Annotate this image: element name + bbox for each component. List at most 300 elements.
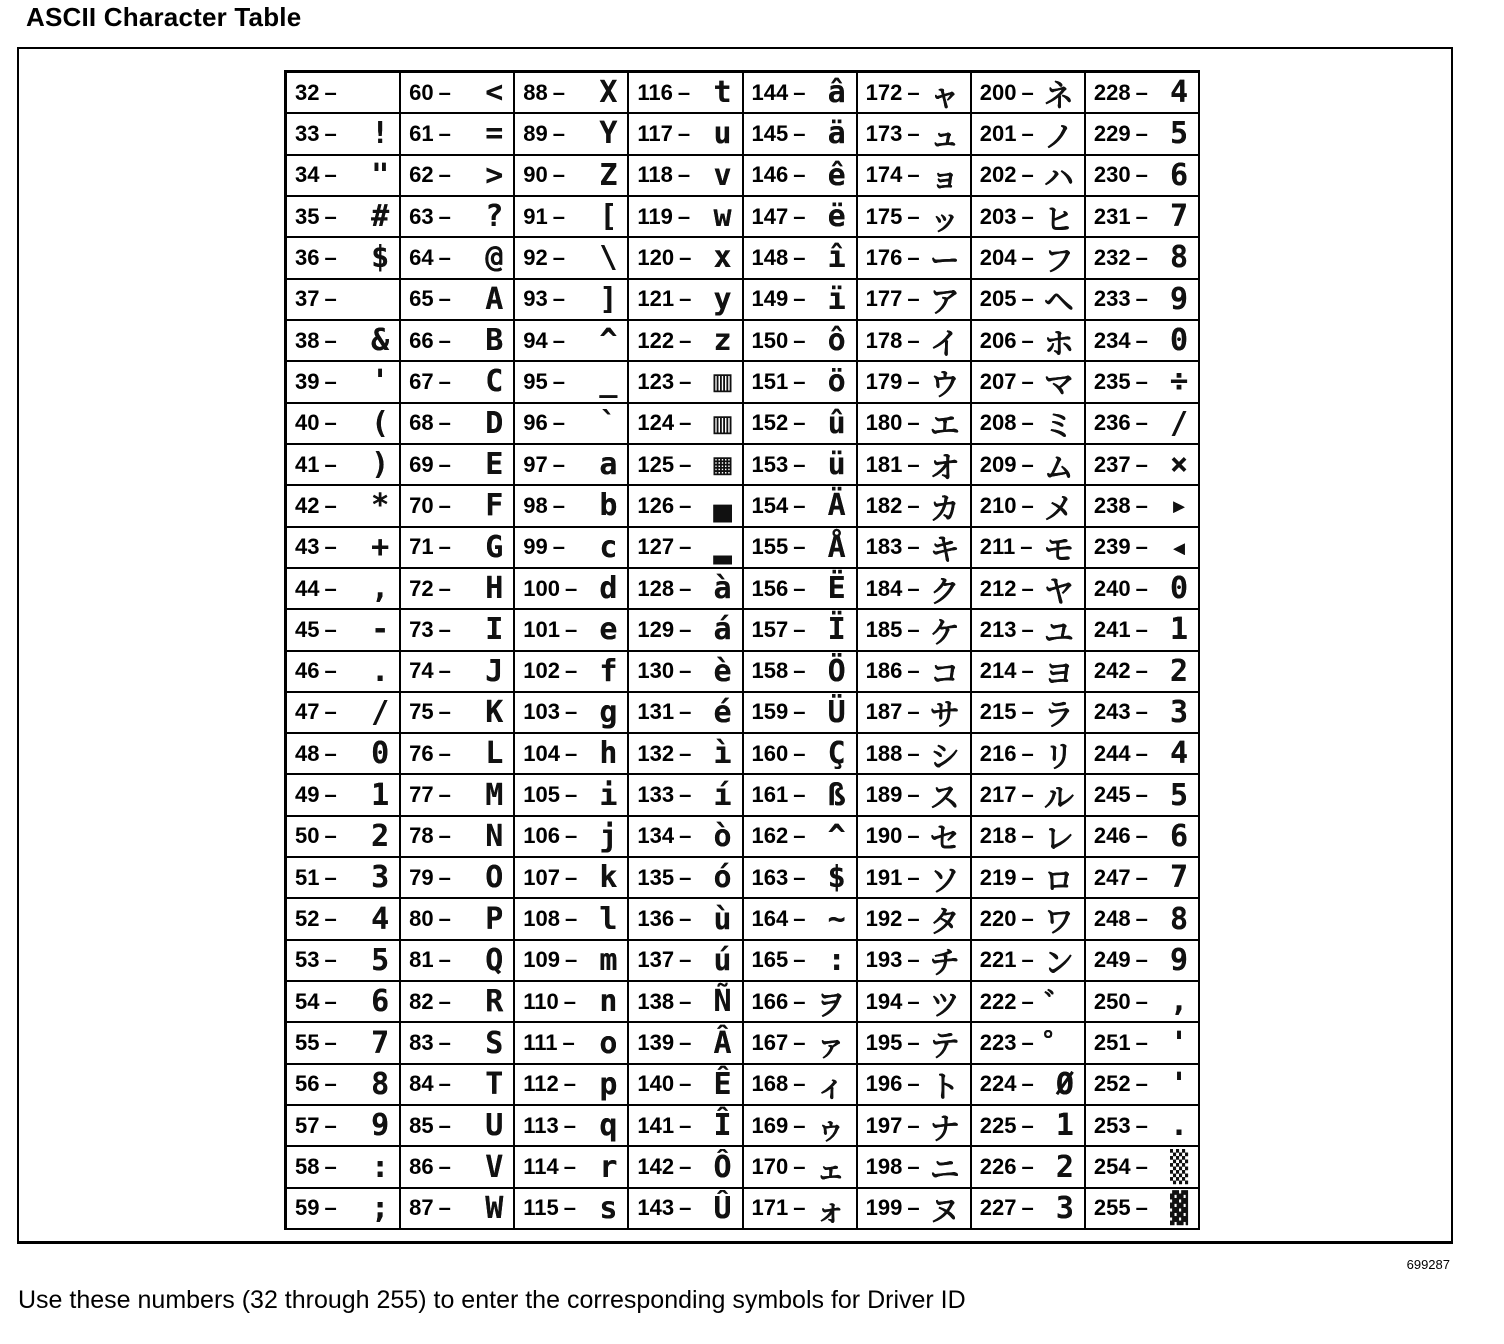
character-glyph: V (485, 1149, 504, 1185)
character-code: 67 (409, 368, 434, 394)
character-glyph: カ (929, 491, 960, 527)
separator-dash: – (907, 244, 920, 270)
separator-dash: – (793, 699, 806, 725)
character-code: 93 (523, 286, 548, 312)
character-code: 185 (865, 616, 903, 642)
character-glyph: g (599, 694, 618, 730)
character-glyph: ッ (929, 202, 960, 238)
character-code: 168 (751, 1071, 789, 1097)
separator-dash: – (679, 906, 692, 932)
character-glyph: ア (929, 285, 960, 321)
table-cell (515, 73, 629, 114)
table-cell (287, 1065, 401, 1106)
separator-dash: – (907, 368, 920, 394)
table-cell (858, 197, 972, 238)
character-code: 220 (979, 906, 1017, 932)
separator-dash: – (679, 658, 692, 684)
character-glyph: Ê (713, 1066, 732, 1102)
character-glyph: ァ (815, 1029, 846, 1065)
character-glyph: 7 (371, 1025, 390, 1061)
character-glyph: ー (929, 243, 960, 279)
character-code: 92 (523, 244, 548, 270)
separator-dash: – (1021, 1030, 1034, 1056)
character-glyph: 7 (1169, 860, 1188, 896)
character-glyph: & (371, 323, 390, 359)
separator-dash: – (679, 988, 692, 1014)
separator-dash: – (1135, 1112, 1148, 1138)
character-glyph: ` (599, 405, 618, 441)
character-code: 184 (865, 575, 903, 601)
character-glyph: c (599, 529, 618, 565)
character-glyph: ö (827, 364, 846, 400)
table-cell (629, 1065, 743, 1106)
character-code: 42 (295, 492, 320, 518)
table-cell (744, 528, 858, 569)
character-glyph: 5 (1169, 116, 1188, 152)
separator-dash: – (564, 658, 578, 684)
character-code: 88 (523, 79, 548, 105)
character-glyph: 8 (371, 1066, 390, 1102)
table-cell (287, 858, 401, 899)
character-code: 195 (865, 1030, 903, 1056)
character-code: 129 (637, 616, 675, 642)
separator-dash: – (324, 1154, 337, 1179)
separator-dash: – (793, 782, 806, 808)
character-code: 240 (1093, 575, 1131, 601)
table-cell (1086, 238, 1200, 279)
character-glyph: Û (713, 1190, 732, 1226)
separator-dash: – (793, 1030, 806, 1056)
caption: Use these numbers (32 through 255) to enter the corresponding symbols for Driver ID (18, 1286, 966, 1314)
table-cell (744, 817, 858, 858)
character-code: 248 (1093, 906, 1131, 932)
table-cell (515, 1023, 629, 1064)
table-cell (629, 362, 743, 403)
character-glyph: / (1169, 405, 1188, 441)
separator-dash: – (793, 410, 806, 436)
character-code: 140 (637, 1071, 675, 1097)
character-code: 221 (979, 947, 1017, 973)
table-cell (629, 197, 743, 238)
character-glyph: \ (599, 240, 618, 276)
table-cell (858, 238, 972, 279)
character-code: 36 (295, 244, 320, 270)
character-glyph: ▸ (1169, 488, 1188, 524)
table-cell (972, 858, 1086, 899)
character-code: 137 (637, 947, 675, 973)
table-cell (744, 404, 858, 445)
character-glyph: ソ (929, 863, 960, 899)
separator-dash: – (438, 162, 451, 188)
separator-dash: – (438, 410, 451, 436)
separator-dash: – (438, 906, 451, 932)
character-code: 97 (523, 451, 548, 477)
character-code: 33 (295, 120, 320, 146)
table-cell (287, 114, 401, 155)
character-glyph: ル (1043, 781, 1074, 817)
table-cell (858, 362, 972, 403)
character-code: 83 (409, 1030, 434, 1056)
character-glyph: ) (371, 447, 390, 483)
character-glyph: 2 (371, 818, 390, 854)
separator-dash: – (907, 327, 920, 353)
separator-dash: – (793, 79, 806, 105)
table-cell (1086, 652, 1200, 693)
character-code: 250 (1093, 988, 1131, 1014)
separator-dash: – (793, 947, 806, 973)
character-code: 209 (979, 451, 1017, 477)
character-code: 213 (979, 616, 1017, 642)
table-cell (629, 1147, 743, 1188)
character-glyph: _ (599, 364, 618, 400)
character-glyph: K (485, 694, 504, 730)
table-cell (401, 775, 515, 816)
separator-dash: – (679, 1112, 692, 1138)
character-code: 245 (1093, 782, 1131, 808)
separator-dash: – (1135, 162, 1148, 188)
character-glyph: Ï (827, 612, 846, 648)
table-cell (858, 775, 972, 816)
table-cell (1086, 1023, 1200, 1064)
table-cell (744, 197, 858, 238)
character-glyph: < (485, 75, 504, 111)
separator-dash: – (1021, 120, 1034, 146)
separator-dash: – (564, 947, 578, 973)
character-code: 76 (409, 740, 434, 766)
table-cell (401, 362, 515, 403)
separator-dash: – (1135, 120, 1148, 146)
character-code: 96 (523, 410, 548, 436)
character-glyph: サ (929, 698, 960, 734)
table-cell (1086, 693, 1200, 734)
character-glyph: ケ (929, 615, 960, 651)
separator-dash: – (1021, 79, 1034, 105)
separator-dash: – (907, 79, 920, 105)
character-code: 205 (979, 286, 1017, 312)
table-cell (1086, 445, 1200, 486)
character-glyph: Ë (827, 571, 846, 606)
character-glyph: ◂ (1169, 529, 1188, 565)
separator-dash: – (324, 1071, 337, 1097)
character-glyph: チ (929, 946, 960, 982)
character-glyph: 9 (1169, 942, 1188, 978)
character-code: 64 (409, 244, 434, 270)
table-cell (858, 982, 972, 1023)
table-cell (972, 693, 1086, 734)
table-cell (401, 941, 515, 982)
separator-dash: – (679, 823, 692, 849)
table-cell (1086, 775, 1200, 816)
character-glyph: $ (827, 860, 846, 896)
character-glyph: Å (827, 529, 846, 565)
separator-dash: – (324, 658, 337, 684)
table-cell (515, 1065, 629, 1106)
table-cell (1086, 1106, 1200, 1147)
separator-dash: – (793, 203, 806, 229)
page-title: ASCII Character Table (26, 2, 302, 32)
character-glyph: ハ (1043, 161, 1074, 197)
separator-dash: – (324, 699, 337, 725)
separator-dash: – (552, 120, 565, 146)
character-glyph: ネ (1043, 78, 1074, 114)
separator-dash: – (907, 1071, 920, 1097)
character-glyph: q (599, 1108, 618, 1144)
character-glyph: D (485, 405, 504, 441)
character-glyph: 4 (371, 901, 390, 937)
character-code: 164 (751, 906, 789, 932)
character-code: 131 (637, 699, 675, 725)
separator-dash: – (438, 782, 451, 808)
character-code: 56 (295, 1071, 320, 1097)
character-code: 148 (751, 244, 789, 270)
character-glyph: B (485, 323, 504, 359)
table-cell (972, 734, 1086, 775)
separator-dash: – (1021, 658, 1034, 684)
table-cell (1086, 899, 1200, 940)
separator-dash: – (438, 740, 451, 766)
character-glyph: ヒ (1043, 202, 1074, 238)
character-code: 216 (979, 740, 1017, 766)
table-cell (972, 1147, 1086, 1188)
character-code: 233 (1093, 286, 1131, 312)
character-glyph: @ (485, 240, 504, 276)
character-code: 227 (979, 1195, 1017, 1221)
character-code: 242 (1093, 658, 1131, 684)
table-cell (972, 1065, 1086, 1106)
character-glyph: : (827, 942, 846, 978)
character-code: 66 (409, 327, 434, 353)
table-cell (972, 321, 1086, 362)
character-glyph: ヨ (1043, 657, 1074, 693)
character-code: 101 (523, 616, 560, 642)
table-cell (744, 1023, 858, 1064)
character-code: 130 (637, 658, 675, 684)
character-glyph: ó (713, 860, 732, 896)
separator-dash: – (438, 1071, 451, 1097)
character-code: 78 (409, 823, 434, 849)
character-code: 188 (865, 740, 903, 766)
character-glyph: ナ (929, 1111, 960, 1147)
character-code: 61 (409, 120, 434, 146)
table-cell (629, 280, 743, 321)
separator-dash: – (564, 616, 578, 642)
character-glyph: ë (827, 199, 846, 235)
character-glyph: ゛ (1043, 987, 1074, 1023)
character-glyph: G (485, 529, 504, 565)
table-cell (629, 1189, 743, 1230)
character-glyph: ì (713, 736, 732, 772)
character-code: 120 (637, 244, 675, 270)
character-glyph: S (485, 1025, 504, 1061)
character-glyph: F (485, 488, 504, 524)
table-cell (629, 404, 743, 445)
separator-dash: – (438, 368, 451, 394)
separator-dash: – (324, 740, 337, 766)
separator-dash: – (907, 410, 920, 436)
table-cell (287, 1106, 401, 1147)
character-code: 228 (1093, 79, 1131, 105)
character-glyph: モ (1043, 533, 1074, 569)
character-glyph: t (713, 75, 732, 111)
character-glyph: á (713, 612, 732, 648)
character-glyph: ^ (827, 818, 846, 854)
character-glyph: リ (1043, 739, 1074, 775)
table-cell (515, 1147, 629, 1188)
character-glyph: x (713, 240, 732, 276)
character-glyph: E (485, 447, 504, 483)
character-code: 139 (637, 1030, 675, 1056)
table-cell (401, 238, 515, 279)
character-code: 210 (979, 492, 1017, 518)
character-code: 46 (295, 658, 320, 684)
character-glyph: X (599, 75, 618, 111)
character-glyph: a (599, 447, 618, 483)
character-glyph: ン (1043, 946, 1074, 982)
separator-dash: – (679, 410, 692, 436)
separator-dash: – (552, 492, 565, 518)
character-code: 134 (637, 823, 675, 849)
character-glyph: ゜ (1043, 1029, 1074, 1065)
separator-dash: – (677, 162, 691, 188)
separator-dash: – (564, 906, 578, 932)
table-cell (744, 362, 858, 403)
character-code: 86 (409, 1154, 434, 1179)
separator-dash: – (1020, 534, 1033, 560)
separator-dash: – (438, 658, 451, 684)
character-code: 156 (751, 575, 789, 601)
separator-dash: – (438, 492, 451, 518)
character-code: 175 (865, 203, 903, 229)
character-glyph: 2 (1055, 1149, 1074, 1185)
character-glyph: 0 (371, 736, 390, 772)
character-glyph: Ø (1055, 1066, 1074, 1102)
separator-dash: – (438, 79, 451, 105)
table-cell (287, 610, 401, 651)
table-cell (972, 362, 1086, 403)
character-glyph: ュ (929, 119, 960, 155)
character-glyph: ' (1169, 1025, 1188, 1061)
character-code: 69 (409, 451, 434, 477)
table-cell (972, 775, 1086, 816)
table-cell (858, 114, 972, 155)
character-code: 152 (751, 410, 789, 436)
table-cell (401, 1065, 515, 1106)
table-cell (287, 775, 401, 816)
character-glyph: ヤ (1043, 574, 1074, 610)
separator-dash: – (907, 575, 920, 601)
table-cell (401, 734, 515, 775)
separator-dash: – (324, 906, 337, 932)
separator-dash: – (324, 79, 337, 105)
character-code: 232 (1093, 244, 1131, 270)
separator-dash: – (793, 1195, 806, 1221)
separator-dash: – (552, 286, 565, 312)
character-code: 224 (979, 1071, 1017, 1097)
separator-dash: – (907, 699, 920, 725)
table-cell (744, 156, 858, 197)
character-code: 112 (523, 1071, 559, 1097)
character-code: 62 (409, 162, 434, 188)
character-code: 128 (637, 575, 675, 601)
character-glyph: ! (371, 116, 390, 152)
character-glyph: ヌ (929, 1194, 960, 1230)
character-code: 144 (751, 79, 789, 105)
table-cell (744, 941, 858, 982)
character-glyph: ォ (815, 1194, 846, 1230)
separator-dash: – (1021, 203, 1034, 229)
character-code: 41 (295, 451, 320, 477)
separator-dash: – (564, 864, 578, 890)
separator-dash: – (1135, 740, 1148, 766)
character-code: 254 (1093, 1154, 1131, 1179)
separator-dash: – (1021, 947, 1034, 973)
character-code: 35 (295, 203, 320, 229)
table-cell (858, 1189, 972, 1230)
table-cell (629, 693, 743, 734)
table-cell (858, 899, 972, 940)
separator-dash: – (793, 1112, 806, 1138)
character-glyph: [ (599, 199, 618, 235)
table-cell (629, 1106, 743, 1147)
character-code: 178 (865, 327, 903, 353)
character-glyph: M (485, 777, 504, 813)
separator-dash: – (324, 327, 337, 353)
character-glyph: e (599, 612, 618, 648)
character-glyph: Z (599, 157, 618, 193)
table-cell (629, 528, 743, 569)
character-code: 182 (865, 492, 903, 518)
character-code: 163 (751, 864, 789, 890)
character-code: 43 (295, 534, 320, 560)
character-glyph: = (485, 116, 504, 152)
character-glyph: 7 (1169, 199, 1188, 235)
character-glyph: ÷ (1169, 364, 1188, 400)
separator-dash: – (1135, 79, 1148, 105)
separator-dash: – (679, 244, 692, 270)
character-glyph: P (485, 901, 504, 937)
character-code: 204 (979, 244, 1017, 270)
separator-dash: – (438, 947, 451, 973)
character-code: 141 (637, 1112, 675, 1138)
table-cell (744, 610, 858, 651)
character-code: 153 (751, 451, 789, 477)
character-glyph: ゥ (815, 1111, 846, 1147)
table-cell (629, 73, 743, 114)
table-cell (1086, 528, 1200, 569)
character-code: 110 (523, 988, 559, 1014)
separator-dash: – (1135, 699, 1148, 725)
character-code: 71 (409, 534, 434, 560)
table-cell (401, 569, 515, 610)
table-cell (515, 280, 629, 321)
character-code: 145 (751, 120, 789, 146)
character-code: 127 (637, 534, 675, 560)
character-code: 183 (865, 534, 903, 560)
character-code: 55 (295, 1030, 320, 1056)
separator-dash: – (1135, 1071, 1148, 1097)
character-code: 74 (409, 658, 434, 684)
separator-dash: – (438, 203, 451, 229)
table-cell (401, 693, 515, 734)
character-code: 102 (523, 658, 560, 684)
character-code: 89 (523, 120, 548, 146)
separator-dash: – (324, 1030, 337, 1056)
separator-dash: – (1021, 368, 1034, 394)
character-code: 45 (295, 616, 320, 642)
table-cell (515, 404, 629, 445)
table-cell (858, 734, 972, 775)
character-glyph: L (485, 736, 504, 772)
